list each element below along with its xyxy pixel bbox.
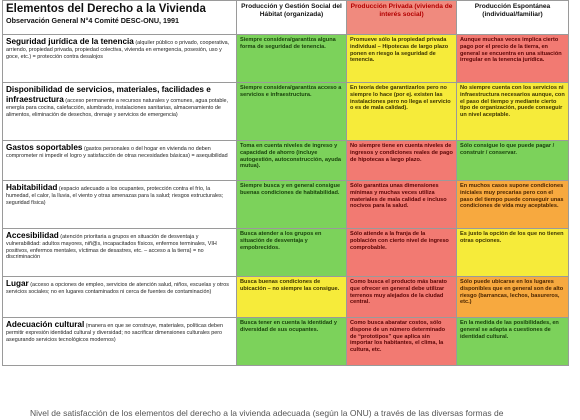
element-description-cell [3,181,237,229]
table-header-row [3,1,569,35]
element-description-cell [3,141,237,181]
element-description-cell [3,35,237,83]
element-label: Seguridad jurídica de la tenencia [6,37,134,46]
element-label: Lugar [6,279,29,288]
social-production-cell: Siempre considera/garantiza alguna forma de seguridad de tenencia. [237,35,347,83]
spontaneous-production-cell: Es justo la opción de los que no tienen otras opciones. [457,229,569,277]
spontaneous-production-cell: Sólo consigue lo que puede pagar / construir / conservar. [457,141,569,181]
table-body [3,35,569,366]
element-description: (gastos personales o del hogar en vivienda no deben comprometer ni impedir el logro y satisfacción de otras necesidades básicas) = asequibilidad [6,146,228,159]
spontaneous-production-cell: No siempre cuenta con los servicios ni infraestructura necesarios aunque, con el paso del tiempo y mediante cierto tipo de organización, puede conseguir un nivel aceptable. [457,83,569,141]
table-row [3,83,569,141]
element-label: Disponibilidad de servicios, materiales, facilidades e infraestructura [6,85,211,104]
element-description: (acceso a opciones de empleo, servicios de atención salud, niños, escuelas y otros servicios sociales; no en lugares contaminados ni cerca de fuentes de contaminación) [6,282,229,295]
table-subtitle: Observación General N°4 Comité DESC-ONU, 1991 [6,16,180,25]
element-description: (espacio adecuado a los ocupantes, protección contra el frío, la humedad, el calor, la lluvia, el viento y otras amenazas para la salud; riesgos estructurales; seguridad física) [6,186,224,206]
element-description-cell [3,277,237,318]
table-row [3,181,569,229]
private-production-cell: No siempre tiene en cuenta niveles de ingresos y condiciones reales de pago de hipotecas a largo plazo. [347,141,457,181]
element-description-cell [3,318,237,366]
housing-rights-table [2,0,569,366]
spontaneous-production-cell: Sólo puede ubicarse en los lugares disponibles que en general son de alto riesgo (barrancas, lechos, basureros, etc.) [457,277,569,318]
table-row [3,141,569,181]
table-title-cell [3,1,237,35]
private-production-cell: Como busca el producto más barato que ofrecer en general debe utilizar terrenos muy alejados de la ciudad central. [347,277,457,318]
element-description: (manera en que se construye, materiales, políticas deben permitir expresión identidad cultural y diversidad; no sacrificar dimensiones culturales pero asegurando servicios tecnológicos modernos) [6,323,224,343]
private-production-cell: Sólo atiende a la franja de la población con cierto nivel de ingreso comprobable. [347,229,457,277]
social-production-cell: Busca atender a los grupos en situación de desventaja y empobrecidos. [237,229,347,277]
spontaneous-production-cell: En muchos casos supone condiciones iniciales muy precarias pero con el paso del tiempo puede conseguir unas condiciones de vida muy aceptables. [457,181,569,229]
table-row [3,277,569,318]
element-label: Accesibilidad [6,231,59,240]
social-production-cell: Siempre busca y en general consigue buenas condiciones de habitabilidad. [237,181,347,229]
table-row [3,318,569,366]
element-description: (alquiler público o privado, cooperativa, arriendo, propiedad privada, propiedad colectiva, vivienda en emergencia, posesión, uso y goce, etc.) = protección contra desalojos [6,40,230,60]
private-production-cell: Como busca abaratar costos, sólo dispone de un número determinado de “prototipos” que aplica sin importar los habitantes, el clima, la cultura, etc. [347,318,457,366]
element-label: Gastos soportables [6,143,83,152]
spontaneous-production-cell: En la medida de las posibilidades, en general se adapta a cuestiones de identidad cultural. [457,318,569,366]
private-production-cell: Promueve sólo la propiedad privada individual – Hipotecas de largo plazo ponen en riesgo la seguridad de tenencia. [347,35,457,83]
column-header-spontaneous: Producción Espontánea (individual/familiar) [457,1,569,35]
social-production-cell: Toma en cuenta niveles de ingreso y capacidad de ahorro (incluye autogestión, autoconstrucción, ayuda mutua). [237,141,347,181]
social-production-cell: Siempre considera/garantiza acceso a servicios e infraestructura. [237,83,347,141]
table-row [3,35,569,83]
element-label: Habitabilidad [6,183,58,192]
column-header-private: Producción Privada (vivienda de interés social) [347,1,457,35]
element-description: (acceso permanente a recursos naturales y comunes, agua potable, energía para cocina, calefacción, alumbrado, instalaciones sanitarias, almacenamiento de alimentos, eliminación de desechos, drenaje y servicios de emergencia) [6,98,229,118]
figure-caption: Nivel de satisfacción de los elementos del derecho a la vivienda adecuada (según la ONU) a través de las diversas formas de [30,408,504,418]
element-description-cell [3,229,237,277]
table-row [3,229,569,277]
social-production-cell: Busca buenas condiciones de ubicación – no siempre las consigue. [237,277,347,318]
social-production-cell: Busca tener en cuenta la identidad y diversidad de sus ocupantes. [237,318,347,366]
column-header-social: Producción y Gestión Social del Hábitat (organizada) [237,1,347,35]
table-title: Elementos del Derecho a la Vivienda [6,3,206,15]
private-production-cell: Sólo garantiza unas dimensiones mínimas y muchas veces utiliza materiales de mala calidad e incluso nocivos para la salud. [347,181,457,229]
element-description: (atención prioritaria a grupos en situación de desventaja y vulnerabilidad: adultos mayores, niñ@s, incapacitados físicos, enfermos terminales, VIH positivos, enfermos mentales, víctimas de desastres, etc. – acceso a la tierra) = no discriminación [6,234,217,261]
element-label: Adecuación cultural [6,320,85,329]
element-description-cell [3,83,237,141]
spontaneous-production-cell: Aunque muchas veces implica cierto pago por el precio de la tierra, en general se encuentra en una situación irregular en la tenencia jurídica. [457,35,569,83]
private-production-cell: En teoría debe garantizarlos pero no siempre lo hace (por ej. existen las instalaciones pero no llega el servicio o es de mala calidad). [347,83,457,141]
